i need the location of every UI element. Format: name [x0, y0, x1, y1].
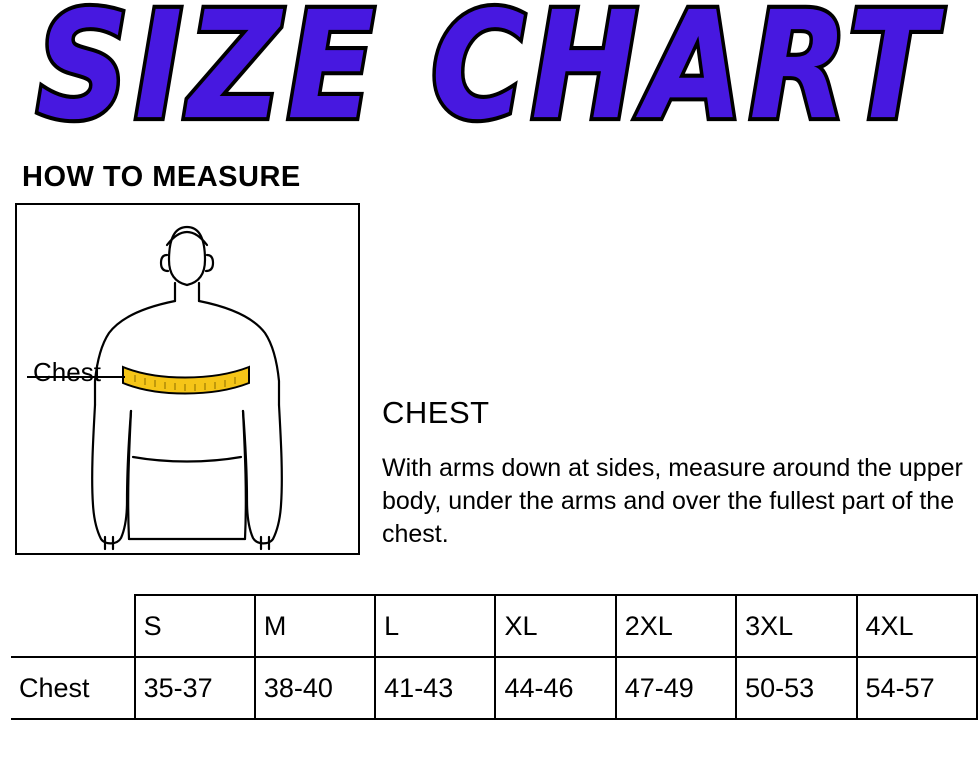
- table-corner-cell: [11, 595, 135, 657]
- table-cell-chest-3xl: 50-53: [736, 657, 856, 719]
- table-cell-chest-xl: 44-46: [495, 657, 615, 719]
- table-cell-chest-s: 35-37: [135, 657, 255, 719]
- table-header-2xl: 2XL: [616, 595, 736, 657]
- description-body: With arms down at sides, measure around the upper body, under the arms and over the fullest part of the chest.: [382, 454, 963, 548]
- page-title: SIZE CHART: [36, 0, 942, 154]
- table-row: [11, 657, 977, 719]
- table-header-4xl: 4XL: [857, 595, 977, 657]
- table-header-m: M: [255, 595, 375, 657]
- table-cell-chest-4xl: 54-57: [857, 657, 977, 719]
- table-header-l: L: [375, 595, 495, 657]
- table-header-xl: XL: [495, 595, 615, 657]
- table-cell-chest-l: 41-43: [375, 657, 495, 719]
- tape-measure-band: [123, 367, 249, 394]
- table-cell-chest-2xl: 47-49: [616, 657, 736, 719]
- description-heading: CHEST: [382, 395, 490, 430]
- how-to-measure-heading: HOW TO MEASURE: [22, 161, 301, 193]
- table-header-3xl: 3XL: [736, 595, 856, 657]
- table-header-s: S: [135, 595, 255, 657]
- table-row-label-chest: Chest: [11, 657, 135, 719]
- size-table: [11, 594, 978, 720]
- table-header-row: [11, 595, 977, 657]
- chest-callout-label: Chest: [33, 357, 101, 387]
- table-cell-chest-m: 38-40: [255, 657, 375, 719]
